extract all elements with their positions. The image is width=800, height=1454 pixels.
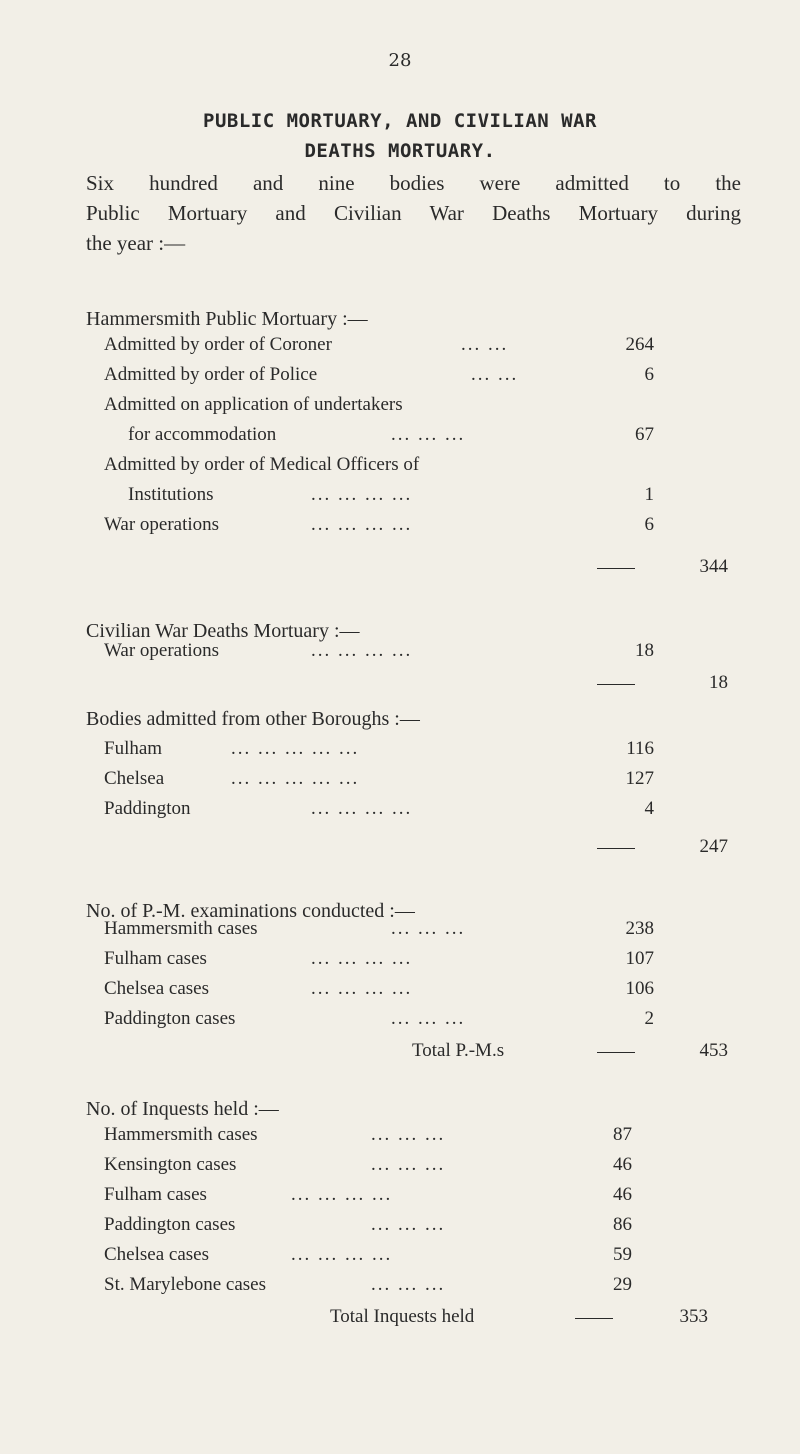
leader-dots: ... ... ... ... ... (231, 738, 360, 759)
row-label: Paddington (104, 798, 191, 819)
row-value: 4 (644, 798, 654, 819)
section-total: 247 (699, 836, 728, 857)
row-value: 6 (644, 514, 654, 535)
row-value: 238 (625, 918, 654, 939)
intro-paragraph (86, 168, 741, 258)
leader-dots: ... ... ... ... ... (231, 768, 360, 789)
row-value: 86 (613, 1214, 632, 1235)
row-value: 127 (625, 768, 654, 789)
row-value: 46 (613, 1184, 632, 1205)
row-value: 87 (613, 1124, 632, 1145)
row-value: 2 (644, 1008, 654, 1029)
total-label: Total Inquests held (330, 1306, 475, 1327)
row-label: Paddington cases (104, 1008, 236, 1029)
page-number: 28 (388, 50, 412, 71)
table-row (104, 640, 654, 670)
table-row (104, 484, 654, 514)
leader-dots: ... ... ... (371, 1124, 446, 1145)
row-value: 1 (644, 484, 654, 505)
total-rule (597, 1052, 635, 1053)
table-row (104, 948, 654, 978)
row-label: Institutions (128, 484, 214, 505)
table-row (104, 364, 654, 394)
section-total: 18 (709, 672, 728, 693)
leader-dots: ... ... ... ... (311, 798, 413, 819)
row-label: Fulham (104, 738, 163, 759)
table-row (104, 798, 654, 828)
row-value: 116 (626, 738, 654, 759)
table-row (104, 1244, 654, 1274)
leader-dots: ... ... ... (391, 424, 466, 445)
row-value: 29 (613, 1274, 632, 1295)
row-label: Fulham cases (104, 1184, 207, 1205)
table-row (104, 1154, 654, 1184)
row-label: Admitted by order of Police (104, 364, 318, 385)
table-row (104, 1274, 654, 1304)
table-row (104, 394, 654, 424)
leader-dots: ... ... ... (371, 1154, 446, 1175)
row-label: Admitted on application of undertakers (104, 394, 403, 415)
heading-line-2: DEATHS MORTUARY. (304, 140, 496, 162)
section-total-row (0, 836, 800, 866)
row-value: 67 (635, 424, 654, 445)
table-row (104, 334, 654, 364)
section-total: 453 (699, 1040, 728, 1061)
heading-line-1: PUBLIC MORTUARY, AND CIVILIAN WAR (203, 110, 597, 132)
row-value: 18 (635, 640, 654, 661)
row-value: 264 (625, 334, 654, 355)
inquests-title: No. of Inquests held :— (86, 1098, 279, 1120)
row-label: Paddington cases (104, 1214, 236, 1235)
section-total-row (0, 556, 800, 586)
table-row (104, 1214, 654, 1244)
leader-dots: ... ... ... (391, 918, 466, 939)
row-value: 107 (625, 948, 654, 969)
leader-dots: ... ... ... ... (311, 948, 413, 969)
table-row (104, 918, 654, 948)
table-row (104, 514, 654, 544)
total-rule (575, 1318, 613, 1319)
leader-dots: ... ... (471, 364, 519, 385)
row-label: Fulham cases (104, 948, 207, 969)
table-row (104, 738, 654, 768)
page-heading (60, 106, 740, 166)
table-row (104, 1008, 654, 1038)
leader-dots: ... ... ... ... (291, 1244, 393, 1265)
row-label: St. Marylebone cases (104, 1274, 266, 1295)
leader-dots: ... ... ... ... (311, 640, 413, 661)
table-row (104, 768, 654, 798)
table-row (104, 1124, 654, 1154)
leader-dots: ... ... ... (371, 1214, 446, 1235)
total-rule (597, 684, 635, 685)
row-label: War operations (104, 640, 220, 661)
row-value: 59 (613, 1244, 632, 1265)
civilian-title: Civilian War Deaths Mortuary :— (86, 620, 360, 642)
leader-dots: ... ... ... ... (291, 1184, 393, 1205)
table-row (104, 978, 654, 1008)
row-label: Hammersmith cases (104, 1124, 258, 1145)
section-total: 344 (699, 556, 728, 577)
pm-title: No. of P.-M. examinations conducted :— (86, 900, 415, 922)
row-label: Admitted by order of Coroner (104, 334, 332, 355)
intro-line-2: Public Mortuary and Civilian War Deaths Mortuary during (86, 201, 741, 225)
row-value: 46 (613, 1154, 632, 1175)
row-value: 6 (644, 364, 654, 385)
section-total: 353 (679, 1306, 708, 1327)
section-total-row (0, 1306, 800, 1336)
row-label: Kensington cases (104, 1154, 237, 1175)
row-label: Chelsea cases (104, 1244, 209, 1265)
row-value: 106 (625, 978, 654, 999)
section-total-row (0, 1040, 800, 1070)
row-label: Hammersmith cases (104, 918, 258, 939)
table-row (104, 454, 654, 484)
leader-dots: ... ... (461, 334, 509, 355)
leader-dots: ... ... ... (371, 1274, 446, 1295)
total-rule (597, 568, 635, 569)
section-total-row (0, 672, 800, 702)
leader-dots: ... ... ... (391, 1008, 466, 1029)
row-label: Chelsea cases (104, 978, 209, 999)
leader-dots: ... ... ... ... (311, 514, 413, 535)
leader-dots: ... ... ... ... (311, 484, 413, 505)
total-label: Total P.-M.s (412, 1040, 505, 1061)
row-label: War operations (104, 514, 220, 535)
intro-line-3: the year :— (86, 231, 186, 255)
boroughs-title: Bodies admitted from other Boroughs :— (86, 708, 420, 730)
hammersmith-title: Hammersmith Public Mortuary :— (86, 308, 368, 330)
row-label: Chelsea (104, 768, 165, 789)
table-row (104, 1184, 654, 1214)
row-label: Admitted by order of Medical Officers of (104, 454, 420, 475)
row-label: for accommodation (128, 424, 277, 445)
total-rule (597, 848, 635, 849)
leader-dots: ... ... ... ... (311, 978, 413, 999)
intro-line-1: Six hundred and nine bodies were admitted to the (86, 171, 741, 195)
table-row (104, 424, 654, 454)
